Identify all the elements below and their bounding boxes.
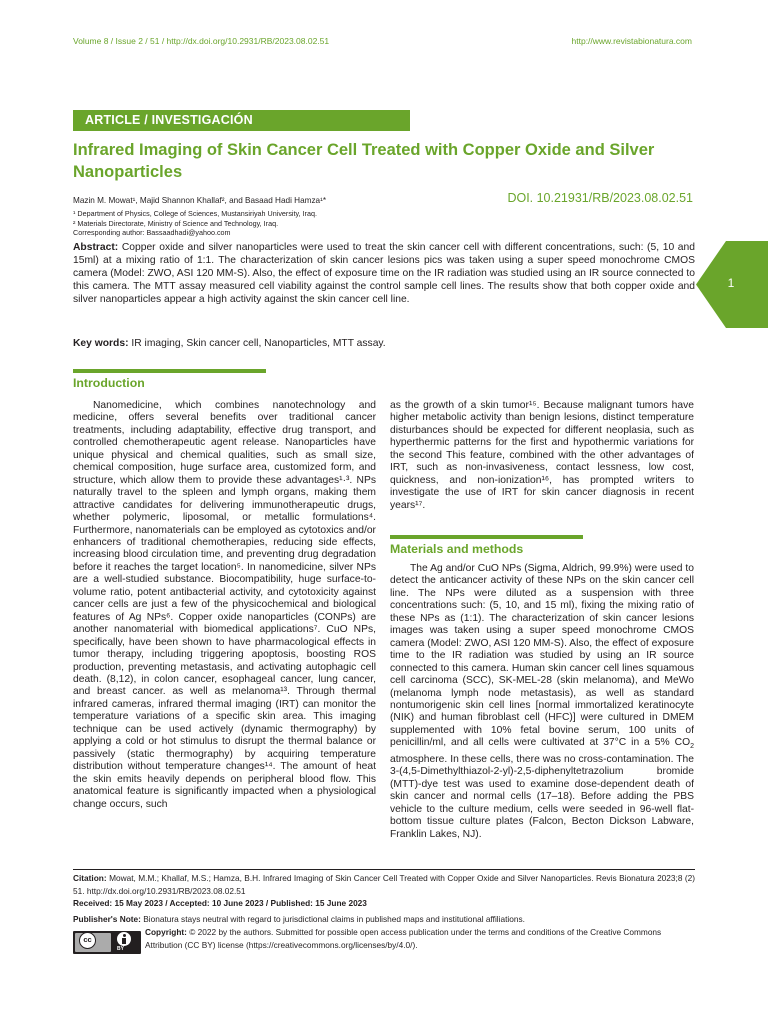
corresponding-author: Corresponding author: Bassaadhadi@yahoo.com xyxy=(73,228,231,237)
by-label: BY xyxy=(117,946,124,952)
introduction-bar xyxy=(73,369,266,373)
methods-bar xyxy=(390,535,583,539)
keywords xyxy=(73,337,695,350)
publisher-note-label: Publisher's Note: xyxy=(73,914,141,924)
abstract xyxy=(73,242,695,307)
article-title: Infrared Imaging of Skin Cancer Cell Treated with Copper Oxide and Silver Nanoparticles xyxy=(73,141,655,181)
author-list: Mazin M. Mowat¹, Majid Shannon Khallaf², and Basaad Hadi Hamza¹* xyxy=(73,196,327,205)
keywords-text: IR imaging, Skin cancer cell, Nanoparticles, MTT assay. xyxy=(131,338,386,349)
keywords-label: Key words: xyxy=(73,338,129,349)
cc-icon: cc xyxy=(79,932,96,949)
introduction-text-continued: as the growth of a skin tumor¹⁵. Because malignant tumors have higher metabolic activity than benign lesions, distinct temperature disturbances should be expected for different neoplasia, such as hyperthermic patterns for the first and hypothermic variations for the second This feature, combined with the other advantages of IRT, such as non-invasiveness, contact lessness, low cost, quickness, and non-ionization¹⁶, has prompted writers to investigate the use of IRT for skin cancer diagnosis in recent years¹⁷. xyxy=(390,400,694,511)
publisher-note xyxy=(73,914,695,924)
cc-by-license-icon[interactable] xyxy=(73,931,141,954)
copyright xyxy=(145,926,695,951)
abstract-text: Copper oxide and silver nanoparticles were used to treat the skin cancer cell with different concentrations, such: (5, 10 and 15ml) at a mixing ratio of 1:1. The characterization of skin cancer lesions pics was taken using a super speed monochrome CMOS camera (Model: ZWO, ASI 120 MM-S). Also, the effect of exposure time on the IR radiation was studied using an IR source connected to this camera. The MTT assay measured cell viability against the control sample cell lines. The results show that both copper oxide and silver nanoparticles appear a high activity against the skin cancer cell line. xyxy=(73,242,695,305)
journal-website[interactable]: http://www.revistabionatura.com xyxy=(571,36,692,46)
affiliation-2: ² Materials Directorate, Ministry of Science and Technology, Iraq. xyxy=(73,219,279,228)
publisher-note-text: Bionatura stays neutral with regard to jurisdictional claims in published maps and institutional affiliations. xyxy=(143,914,525,924)
methods-text-part-2: atmosphere. In these cells, there was no cross-contamination. The 3-(4,5-Dimethylthiazol-2-yl)-2,5-diphenyltetrazolium bromide (MTT)-dye test was used to examine dose-dependent death of skin cancer and normal cells (17–18). Before adding the PBS vehicle to the culture medium, cells were seeded in 96-well flat-bottom tissue culture plates (Falcon, Becton Dickson Labware, Franklin Lakes, NJ). xyxy=(390,753,694,840)
abstract-label: Abstract: xyxy=(73,242,119,253)
affiliation-1: ¹ Department of Physics, College of Sciences, Mustansiriyah University, Iraq. xyxy=(73,209,317,218)
page-number: 1 xyxy=(727,276,735,290)
co2-subscript: 2 xyxy=(690,743,694,751)
article-type-tag: ARTICLE / INVESTIGACIÓN xyxy=(73,110,410,131)
journal-volume-line: Volume 8 / Issue 2 / 51 / http://dx.doi.org/10.2931/RB/2023.08.02.51 xyxy=(73,36,330,46)
received-dates: Received: 15 May 2023 / Accepted: 10 June 2023 / Published: 15 June 2023 xyxy=(73,898,367,908)
copyright-text: © 2022 by the authors. Submitted for possible open access publication under the terms and conditions of the Creative Commons Attribution (CC BY) license (https://creativecommons.org/licenses/by/4.0/). xyxy=(145,927,662,950)
methods-heading: Materials and methods xyxy=(390,542,524,556)
citation-text: Mowat, M.M.; Khallaf, M.S.; Hamza, B.H. Infrared Imaging of Skin Cancer Cell Treated with Copper Oxide and Silver Nanoparticles. Revis Bionatura 2023;8 (2) 51. http://dx.doi.org/10.2931/RB/2023.08.02.51 xyxy=(73,873,696,896)
citation xyxy=(73,872,695,897)
copyright-label: Copyright: xyxy=(145,927,187,937)
article-doi[interactable]: DOI. 10.21931/RB/2023.08.02.51 xyxy=(507,191,693,205)
footer-divider xyxy=(73,869,695,870)
methods-text xyxy=(390,563,694,841)
introduction-heading: Introduction xyxy=(73,376,145,390)
introduction-text: Nanomedicine, which combines nanotechnology and medicine, offers several benefits over traditional cancer treatments, including adaptability, effective drug transport, and controlled chemotherapeutic agent release. Nanoparticles have unique physical and chemical qualities, such as small size, chemical composition, huge surface area, customized form, and structure, which allow them to provide these advantages¹·³. NPs naturally travel to the spleen and lymph organs, making them attractive candidates for delivering immunotherapeutic drugs, whether polymeric, liposomal, or metallic formulations⁴. Furthermore, nanomaterials can be employed as cytotoxics and/or enhancers of traditional chemotherapies, reducing side effects, increasing blood circulation time, and preventing drug degradation before it reaches the target location⁵. In nanomedicine, silver NPs are a well-studied substance. Biocompatibility, huge surface-to-volume ratio, potent antibacterial activity, and cytotoxicity against cancer cells are just a few of the physicochemical and biological features of Ag NPs⁶. Copper oxide nanoparticles (CONPs) are another nanomaterial with biomedical applications⁷. CuO NPs, specifically, have been shown to have pharmacological effects in tumor therapy, including triggering apoptosis, boosting ROS production, preventing metastasis, and activating autophagic cell death. (8,12), in colon cancer, esophageal cancer, lung cancer, and breast cancer. as well as melanoma¹³. Through thermal infrared cameras, infrared thermal imaging (IRT) can monitor the temperature variations of a specific skin area. This imaging technique can be used actively (dynamic thermography) by applying a cold or hot stimulus to disrupt the thermal balance or passively (static thermography) by acquiring temperature distribution without temperature changes¹⁴. The amount of heat the skin emits heavily depends on peripheral blood flow. This anatomical feature is significantly impacted when a physiological change occurs, such xyxy=(73,400,376,810)
methods-text-part-1: The Ag and/or CuO NPs (Sigma, Aldrich, 99.9%) were used to detect the anticancer activity of these NPs on the skin cancer cell line. The NPs were diluted as a suspension with three concentrations such: (5, 10, and 15 ml), fixing the mixing ratio of these NPs as (1:1). The characterization of skin cancer lesions images was taken using a super speed monochrome CMOS camera (Model: ZWO, ASI 120 MM-S). Also, the effect of exposure time to the IR radiation was studied by using an IR source connected to this camera. Human skin cancer cell lines squamous cell carcinoma (SCC), SK-MEL-28 (skin melanoma), and MeWo (melanoma lymph node metastasis), as well as standard nontumorigenic skin cell lines [normal immortalized keratinocyte (NIK) and human fibroblast cell (HFC)] were cultured in DMEM supplemented with 10% fetal bovine serum, 100 units of penicillin/ml, and all cells were cultivated at 37°C in a 5% CO xyxy=(390,563,694,749)
citation-label: Citation: xyxy=(73,873,107,883)
